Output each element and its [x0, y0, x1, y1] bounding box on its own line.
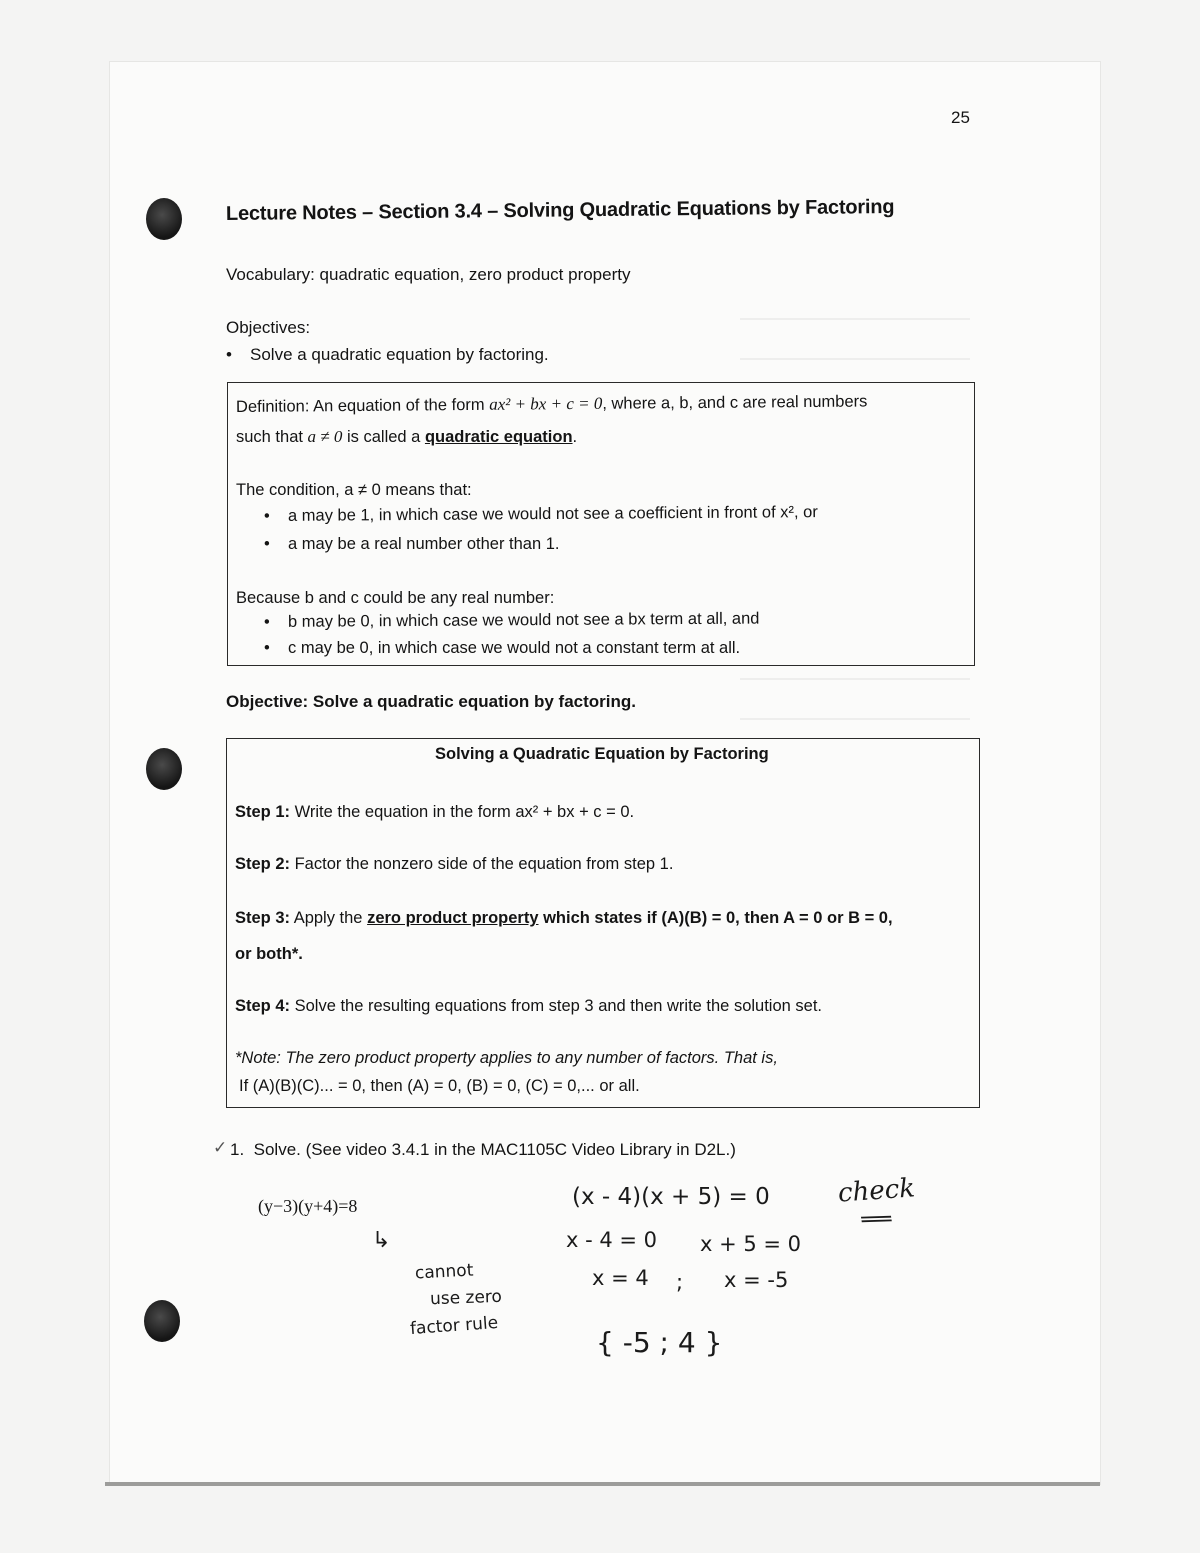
example-number: 1.	[230, 1140, 245, 1159]
vocabulary-line: Vocabulary: quadratic equation, zero product property	[226, 265, 631, 284]
objectives-heading: Objectives:	[226, 318, 311, 337]
example-instruction: Solve. (See video 3.4.1 in the MAC1105C Video Library in D2L.)	[253, 1140, 736, 1159]
definition-line1-pre: Definition: An equation of the form	[235, 395, 490, 416]
handwritten-separator: ;	[676, 1270, 684, 1294]
definition-line2-mid: is called a	[342, 428, 425, 446]
objective-item: • Solve a quadratic equation by factoring.	[226, 345, 549, 364]
example-1	[230, 1140, 736, 1160]
because-item-2: • c may be 0, in which case we would not a constant term at all.	[264, 639, 741, 657]
binder-hole-top	[146, 198, 182, 240]
a-not-zero: a ≠ 0	[307, 427, 343, 446]
handwritten-solution-set: { -5 ; 4 }	[596, 1326, 723, 1359]
step-3-pre: Apply the	[290, 909, 368, 927]
objective-heading-2: Objective: Solve a quadratic equation by factoring.	[226, 692, 636, 711]
handwritten-eq-1: x - 4 = 0	[566, 1228, 658, 1252]
example-equation: (y−3)(y+4)=8	[258, 1196, 358, 1216]
handwritten-check-underline: ═	[860, 1207, 893, 1233]
step-1-label: Step 1:	[235, 803, 291, 821]
binder-hole-middle	[146, 748, 182, 790]
step-2	[235, 855, 673, 874]
note-line-2: If (A)(B)(C)... = 0, then (A) = 0, (B) = 0, (C) = 0,... or all.	[239, 1077, 640, 1095]
step-2-label: Step 2:	[235, 855, 291, 873]
definition-line2-end: .	[572, 428, 578, 446]
definition-line-2	[236, 427, 577, 447]
handwritten-check: check	[837, 1173, 916, 1209]
note-line-1: *Note: The zero product property applies to any number of factors. That is,	[235, 1049, 778, 1067]
binder-hole-bottom	[144, 1300, 180, 1342]
step-4	[235, 997, 822, 1016]
condition-item-1: • a may be 1, in which case we would not see a coefficient in front of x², or	[263, 503, 818, 525]
because-item-1: • b may be 0, in which case we would not see a bx term at all, and	[263, 609, 760, 631]
because-item-1-text: b may be 0, in which case we would not see a bx term at all, and	[287, 609, 760, 631]
definition-line-1	[236, 391, 868, 417]
step-2-text: Factor the nonzero side of the equation from step 1.	[290, 855, 674, 873]
steps-box	[226, 738, 980, 1108]
definition-line2-pre: such that	[236, 428, 308, 446]
because-line: Because b and c could be any real number:	[236, 589, 555, 607]
step-1	[235, 803, 634, 822]
step-4-text: Solve the resulting equations from step 3 and then write the solution set.	[290, 997, 822, 1015]
handwritten-arrow: ↳	[372, 1228, 391, 1253]
step-1-text: Write the equation in the form ax² + bx + c = 0.	[290, 803, 635, 821]
quadratic-equation-term: quadratic equation	[424, 428, 573, 446]
steps-box-title: Solving a Quadratic Equation by Factoring	[435, 745, 769, 763]
definition-box	[227, 382, 975, 666]
because-item-2-text: c may be 0, in which case we would not a constant term at all.	[288, 639, 741, 657]
condition-item-1-text: a may be 1, in which case we would not see a coefficient in front of x², or	[287, 503, 818, 525]
zero-product-property-term: zero product property	[367, 909, 539, 927]
handwritten-sol-1: x = 4	[592, 1266, 649, 1290]
condition-line: The condition, a ≠ 0 means that:	[236, 481, 472, 499]
handwritten-note-line-1: cannot	[414, 1260, 474, 1284]
handwritten-note-line-2: use zero	[429, 1286, 503, 1310]
step-4-label: Step 4:	[235, 997, 291, 1015]
step-3-post: which states if (A)(B) = 0, then A = 0 or B = 0,	[538, 909, 893, 927]
handwritten-factored-equation: (x - 4)(x + 5) = 0	[572, 1184, 770, 1210]
condition-item-2-text: a may be a real number other than 1.	[288, 535, 560, 553]
step-3-label: Step 3:	[235, 909, 291, 927]
step-3	[235, 909, 893, 928]
objective-item-text: Solve a quadratic equation by factoring.	[250, 345, 549, 364]
step-3-line-2: or both*.	[235, 945, 303, 963]
quadratic-form-equation: ax² + bx + c = 0	[489, 393, 603, 414]
handwritten-note-line-3: factor rule	[409, 1312, 499, 1340]
page-title: Lecture Notes – Section 3.4 – Solving Quadratic Equations by Factoring	[225, 196, 895, 225]
page-bottom-edge	[105, 1482, 1100, 1486]
condition-item-2: • a may be a real number other than 1.	[264, 535, 560, 553]
definition-line1-post: , where a, b, and c are real numbers	[602, 392, 868, 413]
page-number: 25	[951, 108, 970, 127]
handwritten-eq-2: x + 5 = 0	[700, 1232, 802, 1256]
check-tick: ✓	[213, 1138, 228, 1157]
handwritten-sol-2: x = -5	[724, 1268, 789, 1292]
